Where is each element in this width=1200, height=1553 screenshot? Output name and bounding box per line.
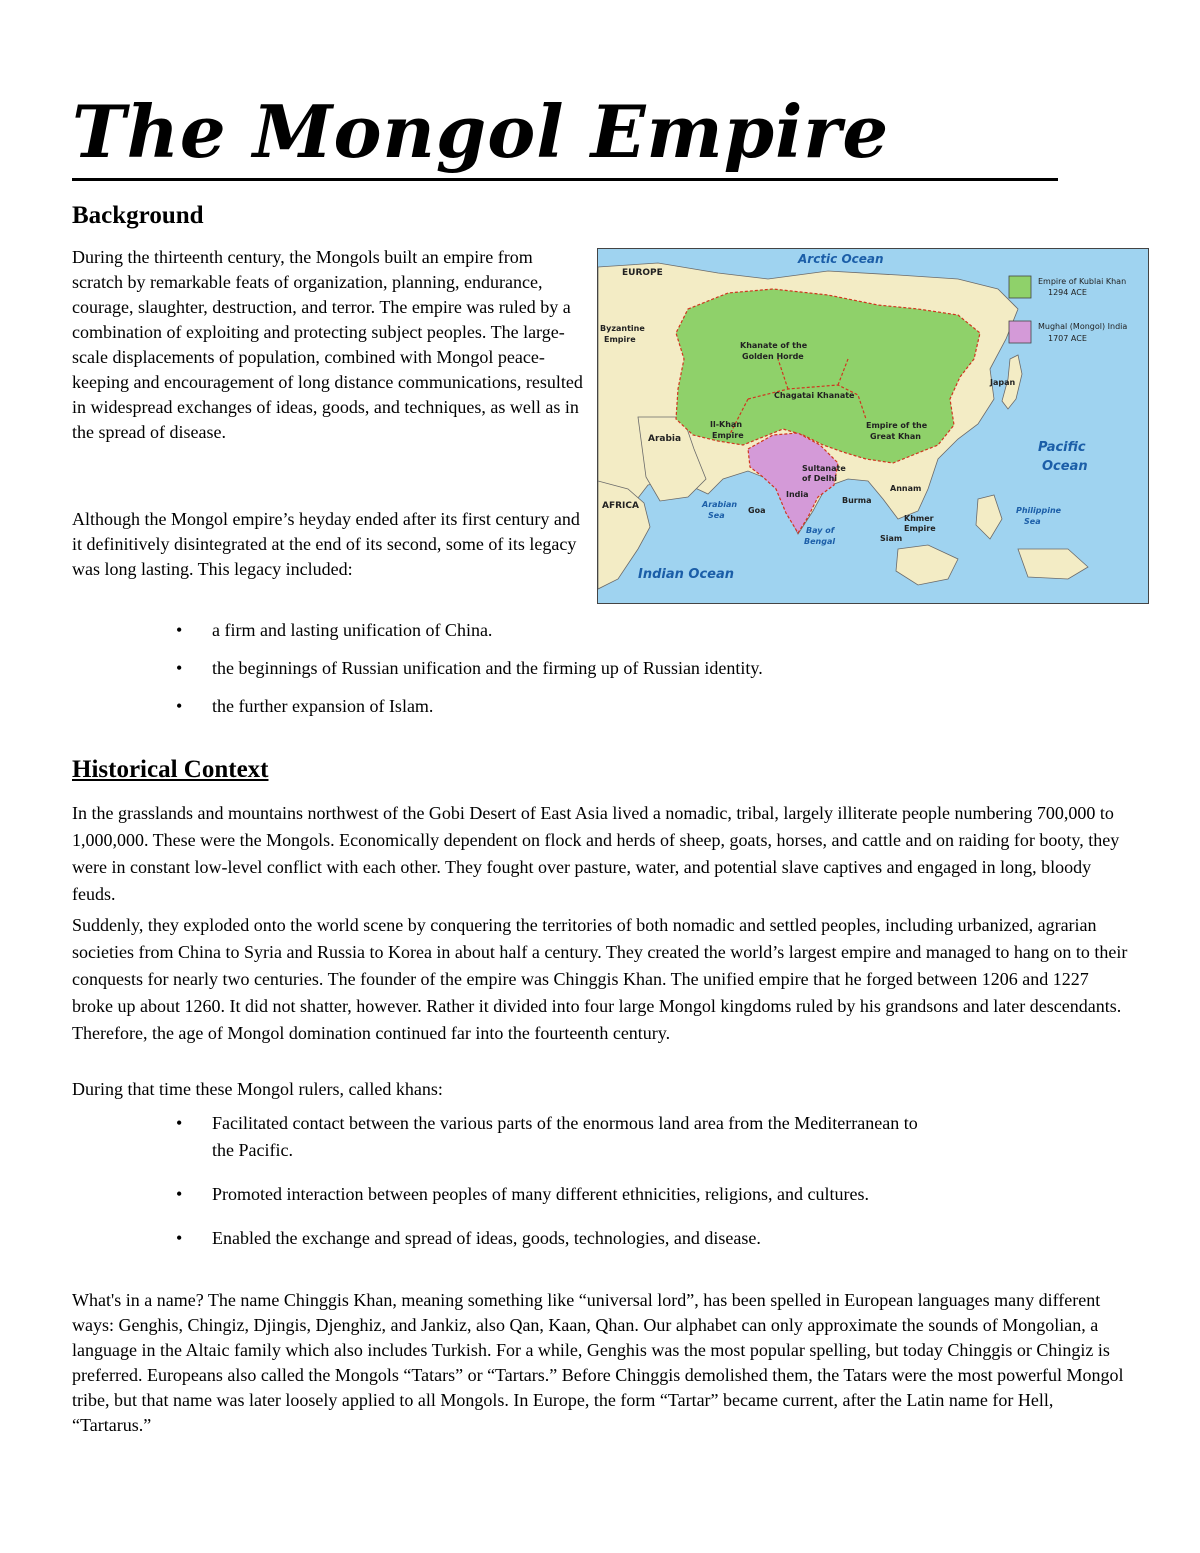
map-label-pacific-2: Ocean — [1042, 459, 1088, 474]
legacy-list — [168, 618, 1068, 732]
map-label-annam: Annam — [890, 484, 922, 493]
map-label-delhi-2: of Delhi — [802, 474, 838, 483]
list-item: • Enabled the exchange and spread of ideas, goods, technologies, and disease. — [168, 1225, 928, 1252]
map-label-golden-horde-1: Khanate of the — [740, 341, 808, 350]
map-label-indian-ocean: Indian Ocean — [638, 567, 735, 582]
list-item: • the further expansion of Islam. — [168, 694, 1068, 719]
legend-label-mughal-1: Mughal (Mongol) India — [1038, 322, 1128, 331]
map-label-great-khan-2: Great Khan — [870, 432, 921, 441]
map-label-arctic-ocean: Arctic Ocean — [798, 252, 884, 266]
map-label-arabian-1: Arabian — [702, 500, 738, 509]
context-paragraph-1: In the grasslands and mountains northwest of the Gobi Desert of East Asia lived a nomadic, tribal, largely illiterate people numbering 700,000 to 1,000,000. These were the Mongols. Economically dependent on flock and herds of sheep, goats, horses, and cattle and on raiding for booty, they were in constant low-level conflict with each other. They fought over pasture, water, and potential slave captives and engaged in long, bloody feuds. — [72, 803, 1120, 904]
map-label-byzantine: Byzantine — [600, 324, 645, 333]
map-label-siam: Siam — [880, 534, 903, 543]
map-label-europe: EUROPE — [622, 268, 663, 278]
map-label-delhi-1: Sultanate — [802, 464, 846, 473]
legend-swatch-kublai — [1009, 276, 1031, 298]
context-paragraph-2: Suddenly, they exploded onto the world scene by conquering the territories of both nomadic and settled peoples, including urbanized, agrarian societies from China to Syria and Russia to Korea in about half a century. They created the world’s largest empire and managed to hang on to their conquests for nearly two centuries. The founder of the empire was Chinggis Khan. The unified empire that he forged between 1206 and 1227 broke up about 1260. It did not shatter, however. Rather it divided into four large Mongol kingdoms ruled by his grandsons and later descendants. Therefore, the age of Mongol domination continued far into the fourteenth century. — [72, 915, 1128, 1043]
map-label-bengal-1: Bay of — [806, 526, 835, 535]
map-label-ilkhan-1: Il-Khan — [710, 420, 743, 429]
mongol-empire-map — [597, 248, 1149, 604]
map-label-philippine-1: Philippine — [1016, 506, 1062, 515]
map-label-chagatai: Chagatai Khanate — [774, 391, 855, 400]
page-title: The Mongol Empire — [72, 89, 890, 174]
list-item: • Facilitated contact between the various parts of the enormous land area from the Mediterranean to the Pacific. — [168, 1110, 928, 1164]
map-label-india: India — [786, 490, 809, 499]
background-paragraph-1: During the thirteenth century, the Mongols built an empire from scratch by remarkable feats of organization, planning, endurance, courage, slaughter, destruction, and terror. The empire was ruled by a combination of exploiting and protecting subject peoples. The large-scale displacements of population, combined with Mongol peace-keeping and encouragement of long distance communications, resulted in widespread exchanges of ideas, goods, and techniques, as well as in the spread of disease. — [72, 247, 583, 442]
khans-list — [168, 1110, 928, 1269]
list-item: • the beginnings of Russian unification and the firming up of Russian identity. — [168, 656, 1068, 681]
map-label-africa: AFRICA — [602, 501, 639, 511]
background-heading: Background — [72, 202, 204, 229]
background-paragraph-2: Although the Mongol empire’s heyday ended after its first century and it definitively disintegrated at the end of its second, some of its legacy was long lasting. This legacy included: — [72, 509, 580, 579]
map-label-khmer-1: Khmer — [904, 514, 934, 523]
legend-label-mughal-2: 1707 ACE — [1048, 334, 1087, 343]
map-label-pacific-1: Pacific — [1038, 440, 1086, 455]
list-item: • Promoted interaction between peoples of many different ethnicities, religions, and cultures. — [168, 1181, 928, 1208]
map-label-japan: Japan — [990, 378, 1016, 387]
map-label-arabian-2: Sea — [708, 511, 725, 520]
map-label-great-khan-1: Empire of the — [866, 421, 928, 430]
map-label-golden-horde-2: Golden Horde — [742, 352, 804, 361]
map-label-bengal-2: Bengal — [804, 537, 836, 546]
list-item: • a firm and lasting unification of China. — [168, 618, 1068, 643]
historical-context-heading: Historical Context — [72, 756, 269, 783]
title-underline — [72, 178, 1058, 181]
map-label-arabia: Arabia — [648, 434, 682, 444]
map-label-burma: Burma — [842, 496, 872, 505]
map-label-philippine-2: Sea — [1024, 517, 1041, 526]
legend-label-kublai-1: Empire of Kublai Khan — [1038, 277, 1127, 286]
legend-label-kublai-2: 1294 ACE — [1048, 288, 1087, 297]
map-label-khmer-2: Empire — [904, 524, 936, 533]
context-paragraph-3: During that time these Mongol rulers, called khans: — [72, 1079, 443, 1099]
legend-swatch-mughal — [1009, 321, 1031, 343]
map-label-goa: Goa — [748, 506, 766, 515]
whats-in-a-name-paragraph: What's in a name? The name Chinggis Khan, meaning something like “universal lord”, has been spelled in European languages many different ways: Genghis, Chingiz, Djingis, Djenghiz, and Jankiz, also Qan, Kaan, Qhan. Our alphabet can only approximate the sounds of Mongolian, a language in the Altaic family which also includes Turkish. For a while, Genghis was the most popular spelling, but today Chinggis or Chingiz is preferred. Europeans also called the Mongols “Tatars” or “Tartars.” Before Chinggis demolished them, the Tatars were the most powerful Mongol tribe, but that name was later loosely applied to all Mongols. In Europe, the form “Tartar” became current, after the Latin name for Hell, “Tartarus.” — [72, 1290, 1124, 1435]
map-label-ilkhan-2: Empire — [712, 431, 744, 440]
map-label-byzantine-empire: Empire — [604, 335, 636, 344]
